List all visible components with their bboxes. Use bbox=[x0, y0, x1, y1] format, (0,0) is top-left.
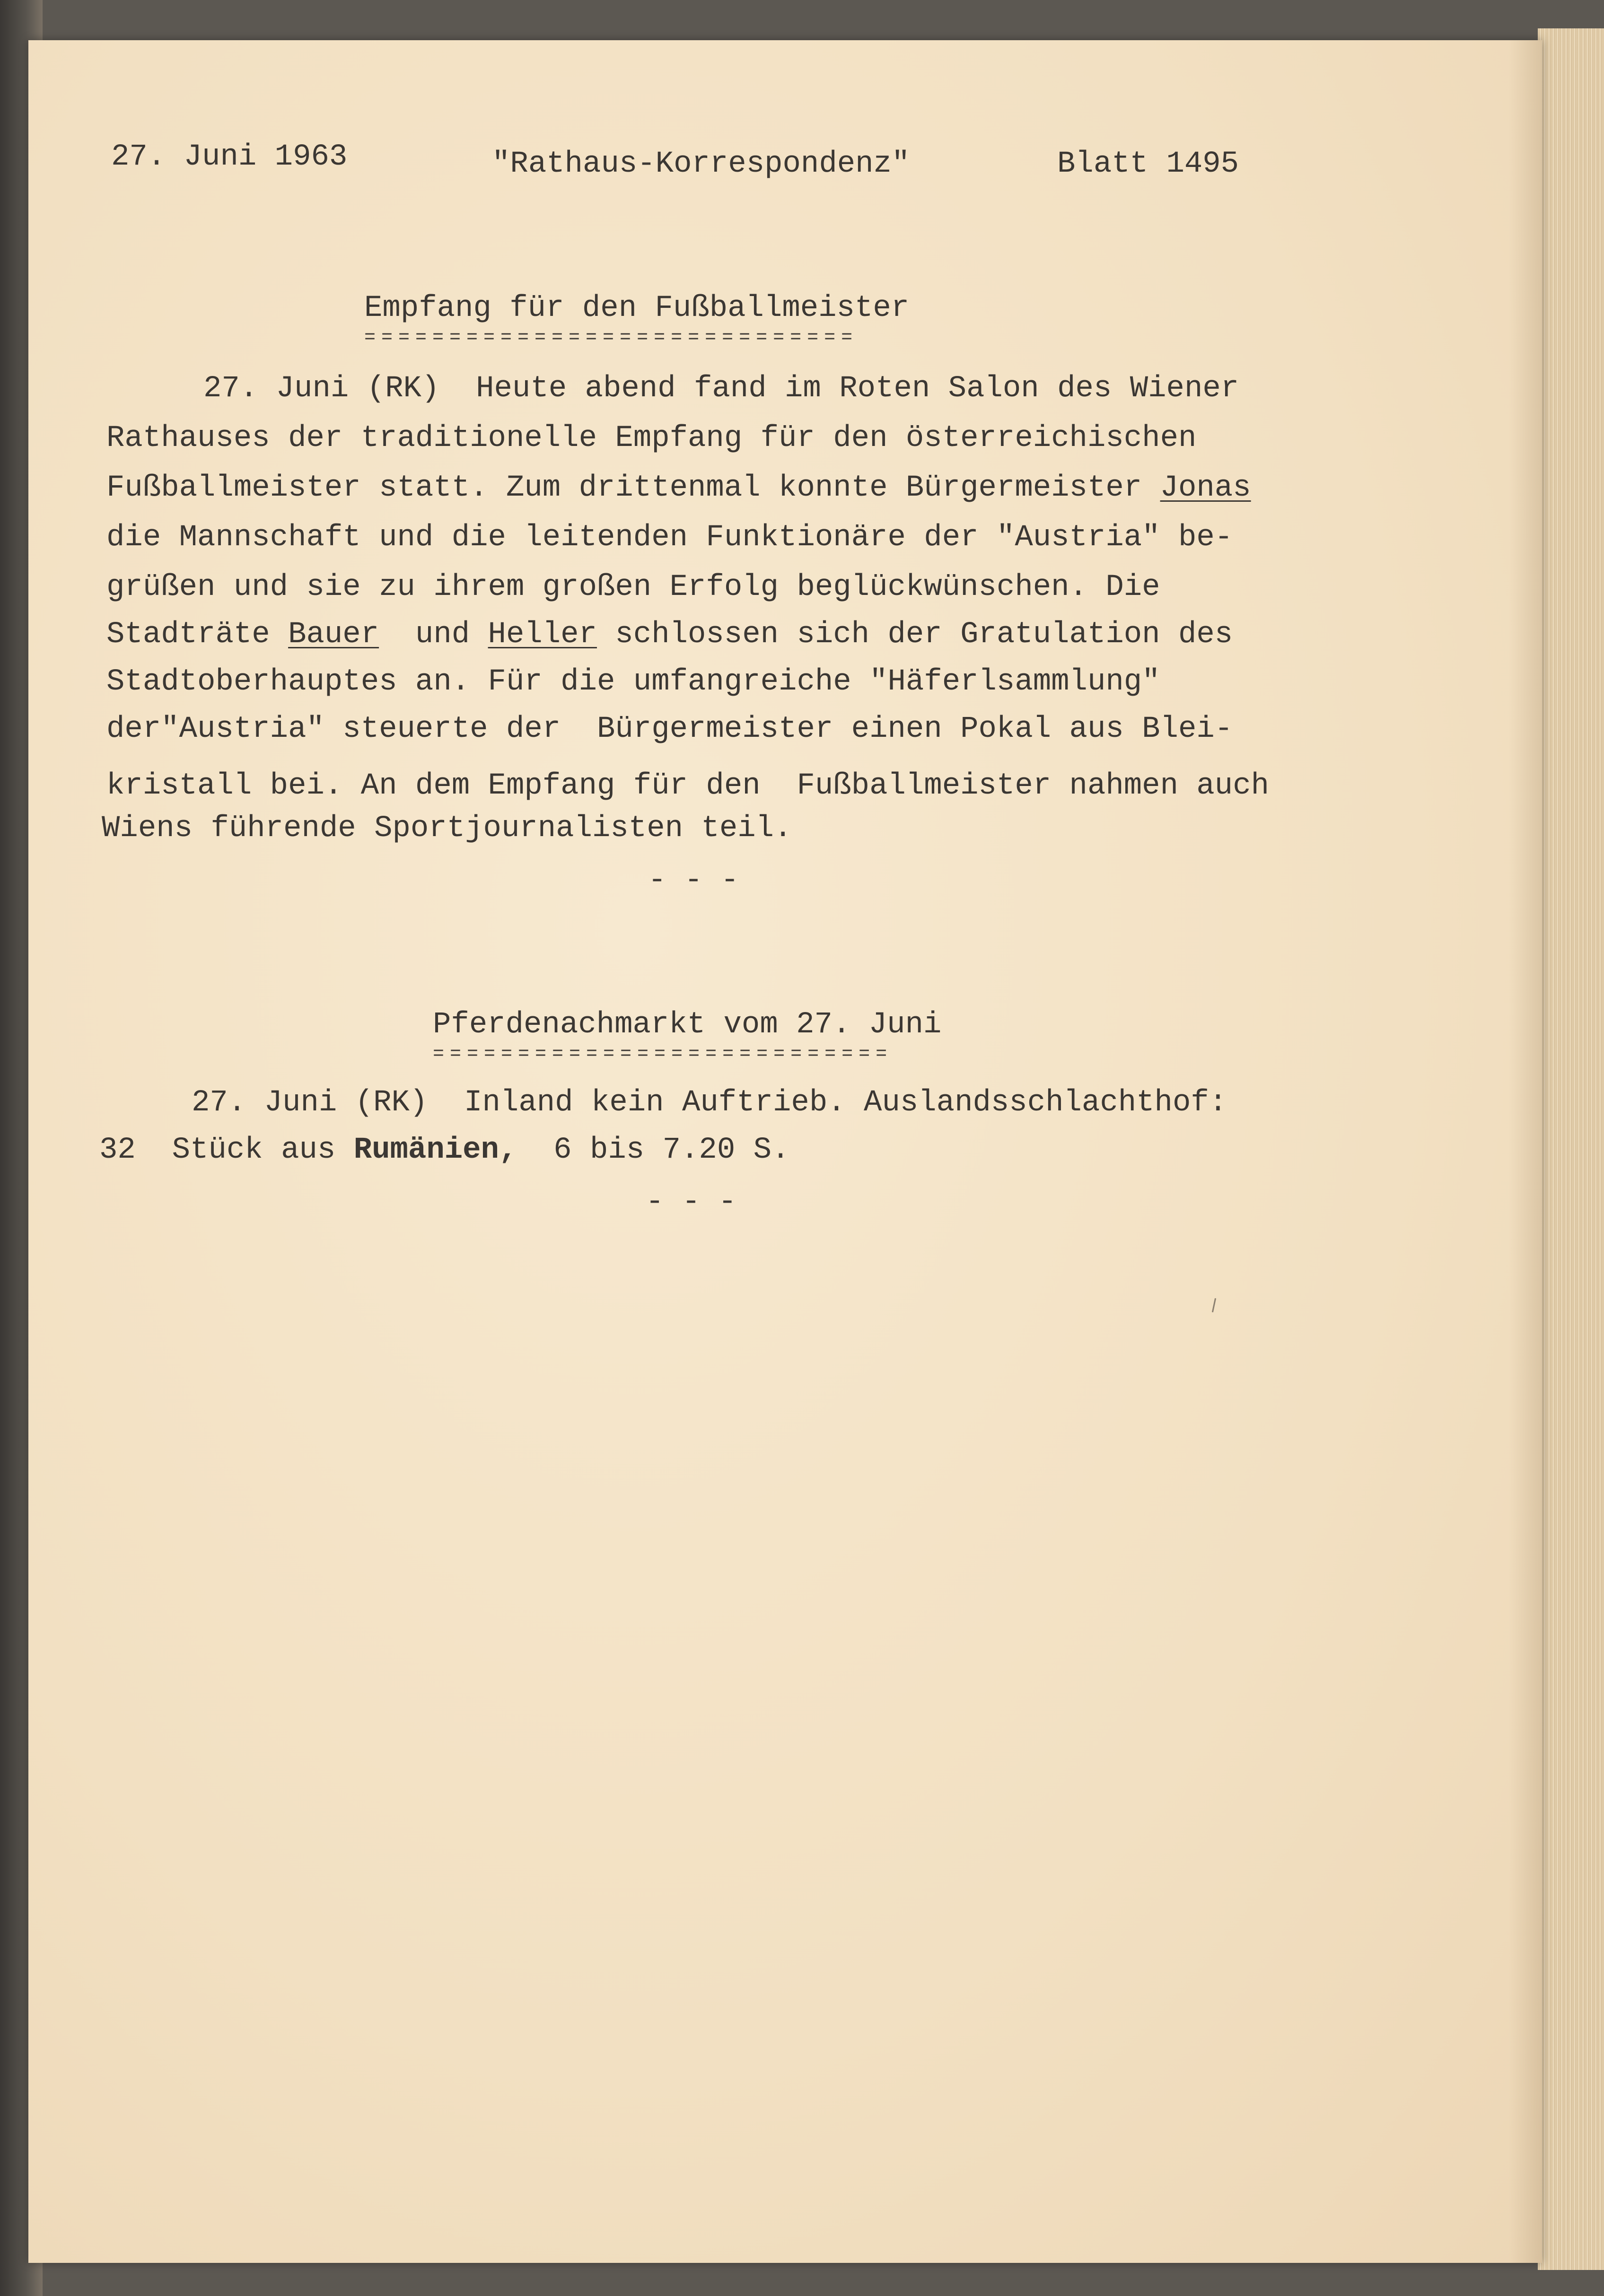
article1-line-3 bbox=[106, 473, 1251, 503]
page-edges bbox=[1538, 28, 1604, 2270]
article1-title: Empfang für den Fußballmeister bbox=[364, 291, 910, 325]
name-bauer: Bauer bbox=[288, 618, 379, 652]
header-date: 27. Juni 1963 bbox=[111, 140, 348, 174]
article2-line-1: 27. Juni (RK) Inland kein Auftrieb. Auslandsschlachthof: bbox=[192, 1086, 1227, 1120]
header-publication: "Rathaus-Korrespondenz" bbox=[492, 147, 910, 181]
article1-title-rule: ============================= bbox=[364, 327, 859, 349]
article2-line-2-b: 6 bis 7.20 S. bbox=[517, 1133, 790, 1167]
article1-line-2: Rathauses der traditionelle Empfang für den österreichischen bbox=[106, 421, 1197, 455]
word-rumaenien: Rumänien, bbox=[353, 1133, 517, 1167]
article1-end-mark: - - - bbox=[648, 864, 739, 898]
article1-line-3-text: Fußballmeister statt. Zum drittenmal konnte Bürgermeister bbox=[106, 471, 1160, 505]
article2-title-rule: =========================== bbox=[433, 1044, 893, 1065]
article2-line-2 bbox=[99, 1135, 789, 1165]
word-und: und bbox=[379, 618, 488, 652]
article1-line-1: 27. Juni (RK) Heute abend fand im Roten Salon des Wiener bbox=[203, 372, 1239, 406]
article1-line-8: der"Austria" steuerte der Bürgermeister einen Pokal aus Blei- bbox=[106, 712, 1233, 746]
name-jonas: Jonas bbox=[1160, 471, 1251, 505]
article1-line-5: grüßen und sie zu ihrem großen Erfolg beglückwünschen. Die bbox=[106, 570, 1160, 604]
article1-line-6 bbox=[106, 620, 1233, 650]
page-shadow bbox=[1509, 40, 1542, 2263]
header-sheet: Blatt 1495 bbox=[1057, 147, 1239, 181]
article1-line-7: Stadtoberhauptes an. Für die umfangreiche "Häferlsammlung" bbox=[106, 665, 1160, 699]
article2-line-2-a: 32 Stück aus bbox=[99, 1133, 354, 1167]
article2-end-mark: - - - bbox=[646, 1185, 737, 1219]
article1-line-4: die Mannschaft und die leitenden Funktionäre der "Austria" be- bbox=[106, 521, 1233, 555]
article1-line-9: kristall bei. An dem Empfang für den Fußballmeister nahmen auch bbox=[106, 769, 1269, 803]
article1-line-6-rest: schlossen sich der Gratulation des bbox=[596, 618, 1233, 652]
article1-line-6-text: Stadträte bbox=[106, 618, 289, 652]
article1-line-10: Wiens führende Sportjournalisten teil. bbox=[102, 812, 792, 846]
article2-title: Pferdenachmarkt vom 27. Juni bbox=[433, 1008, 942, 1042]
name-heller: Heller bbox=[488, 618, 597, 652]
